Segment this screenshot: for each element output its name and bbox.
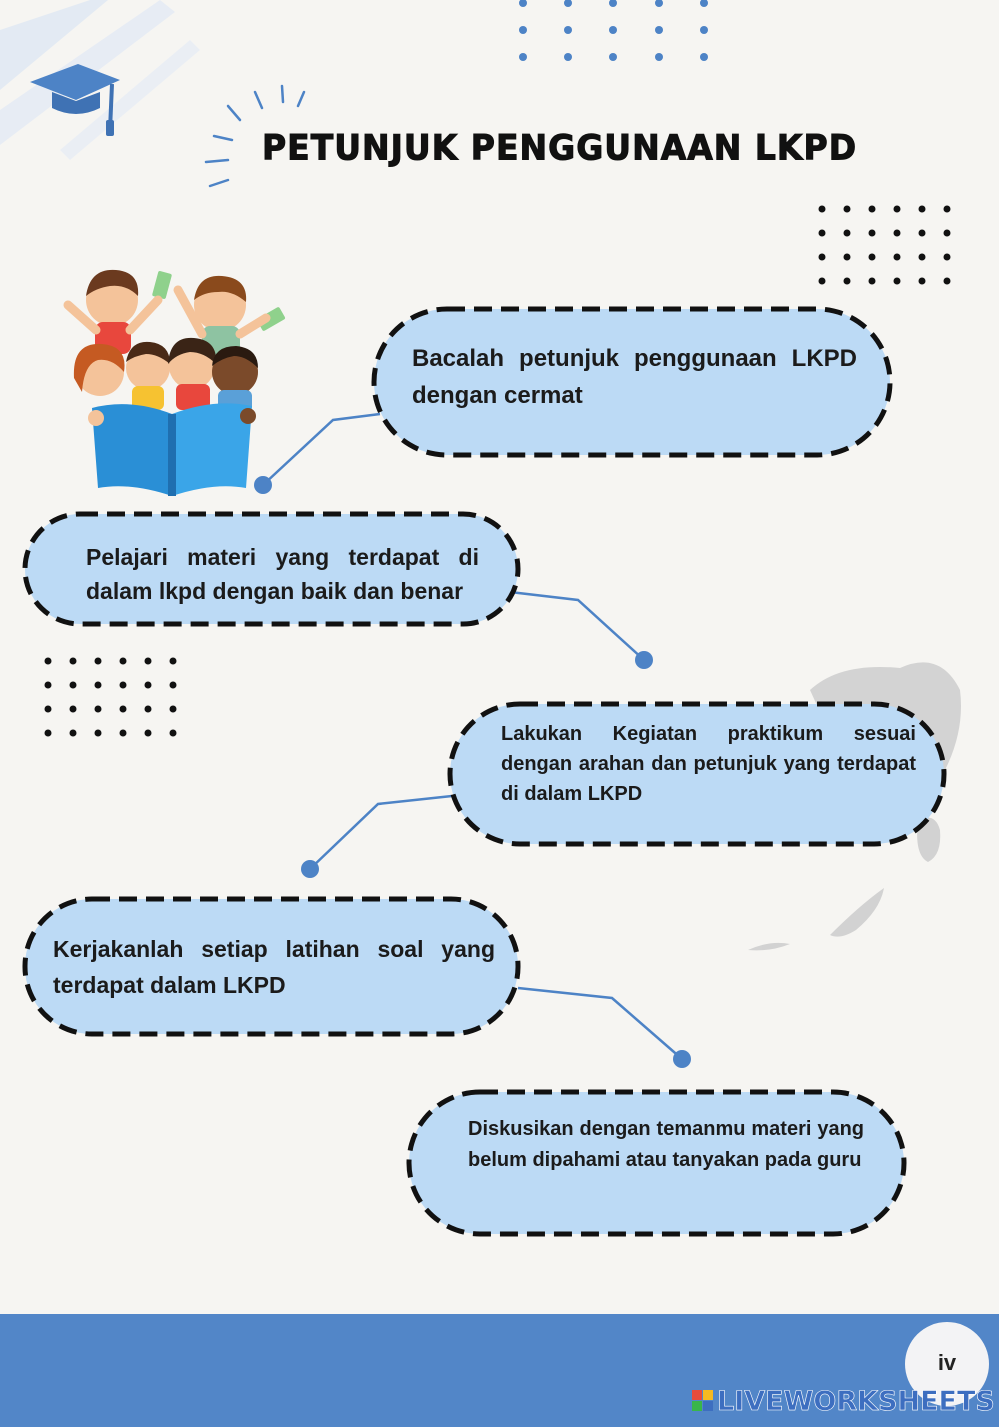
page-title: PETUNJUK PENGGUNAAN LKPD	[262, 127, 858, 168]
right-dot-grid	[819, 206, 951, 285]
liveworksheets-text: LIVEWORKSHEETS	[717, 1385, 995, 1417]
left-dot-grid	[45, 658, 177, 737]
page-number: iv	[937, 1350, 957, 1375]
children-reading-book-illustration	[68, 270, 286, 496]
step-5-text: Diskusikan dengan temanmu materi yang belum dipahami atau tanyakan pada guru	[468, 1118, 864, 1171]
liveworksheets-watermark[interactable]	[692, 1384, 995, 1418]
step-3-text: Lakukan Kegiatan praktikum sesuai dengan arahan dan petunjuk yang terdapat di dalam LKPD	[501, 723, 916, 805]
top-dot-grid	[519, 0, 708, 61]
step-4-text: Kerjakanlah setiap latihan soal yang terdapat dalam LKPD	[53, 936, 495, 998]
liveworksheets-logo-icon	[692, 1390, 714, 1412]
step-1-text: Bacalah petunjuk penggunaan LKPD dengan cermat	[412, 345, 857, 409]
step-2-text: Pelajari materi yang terdapat di dalam lkpd dengan baik dan benar	[86, 544, 479, 604]
